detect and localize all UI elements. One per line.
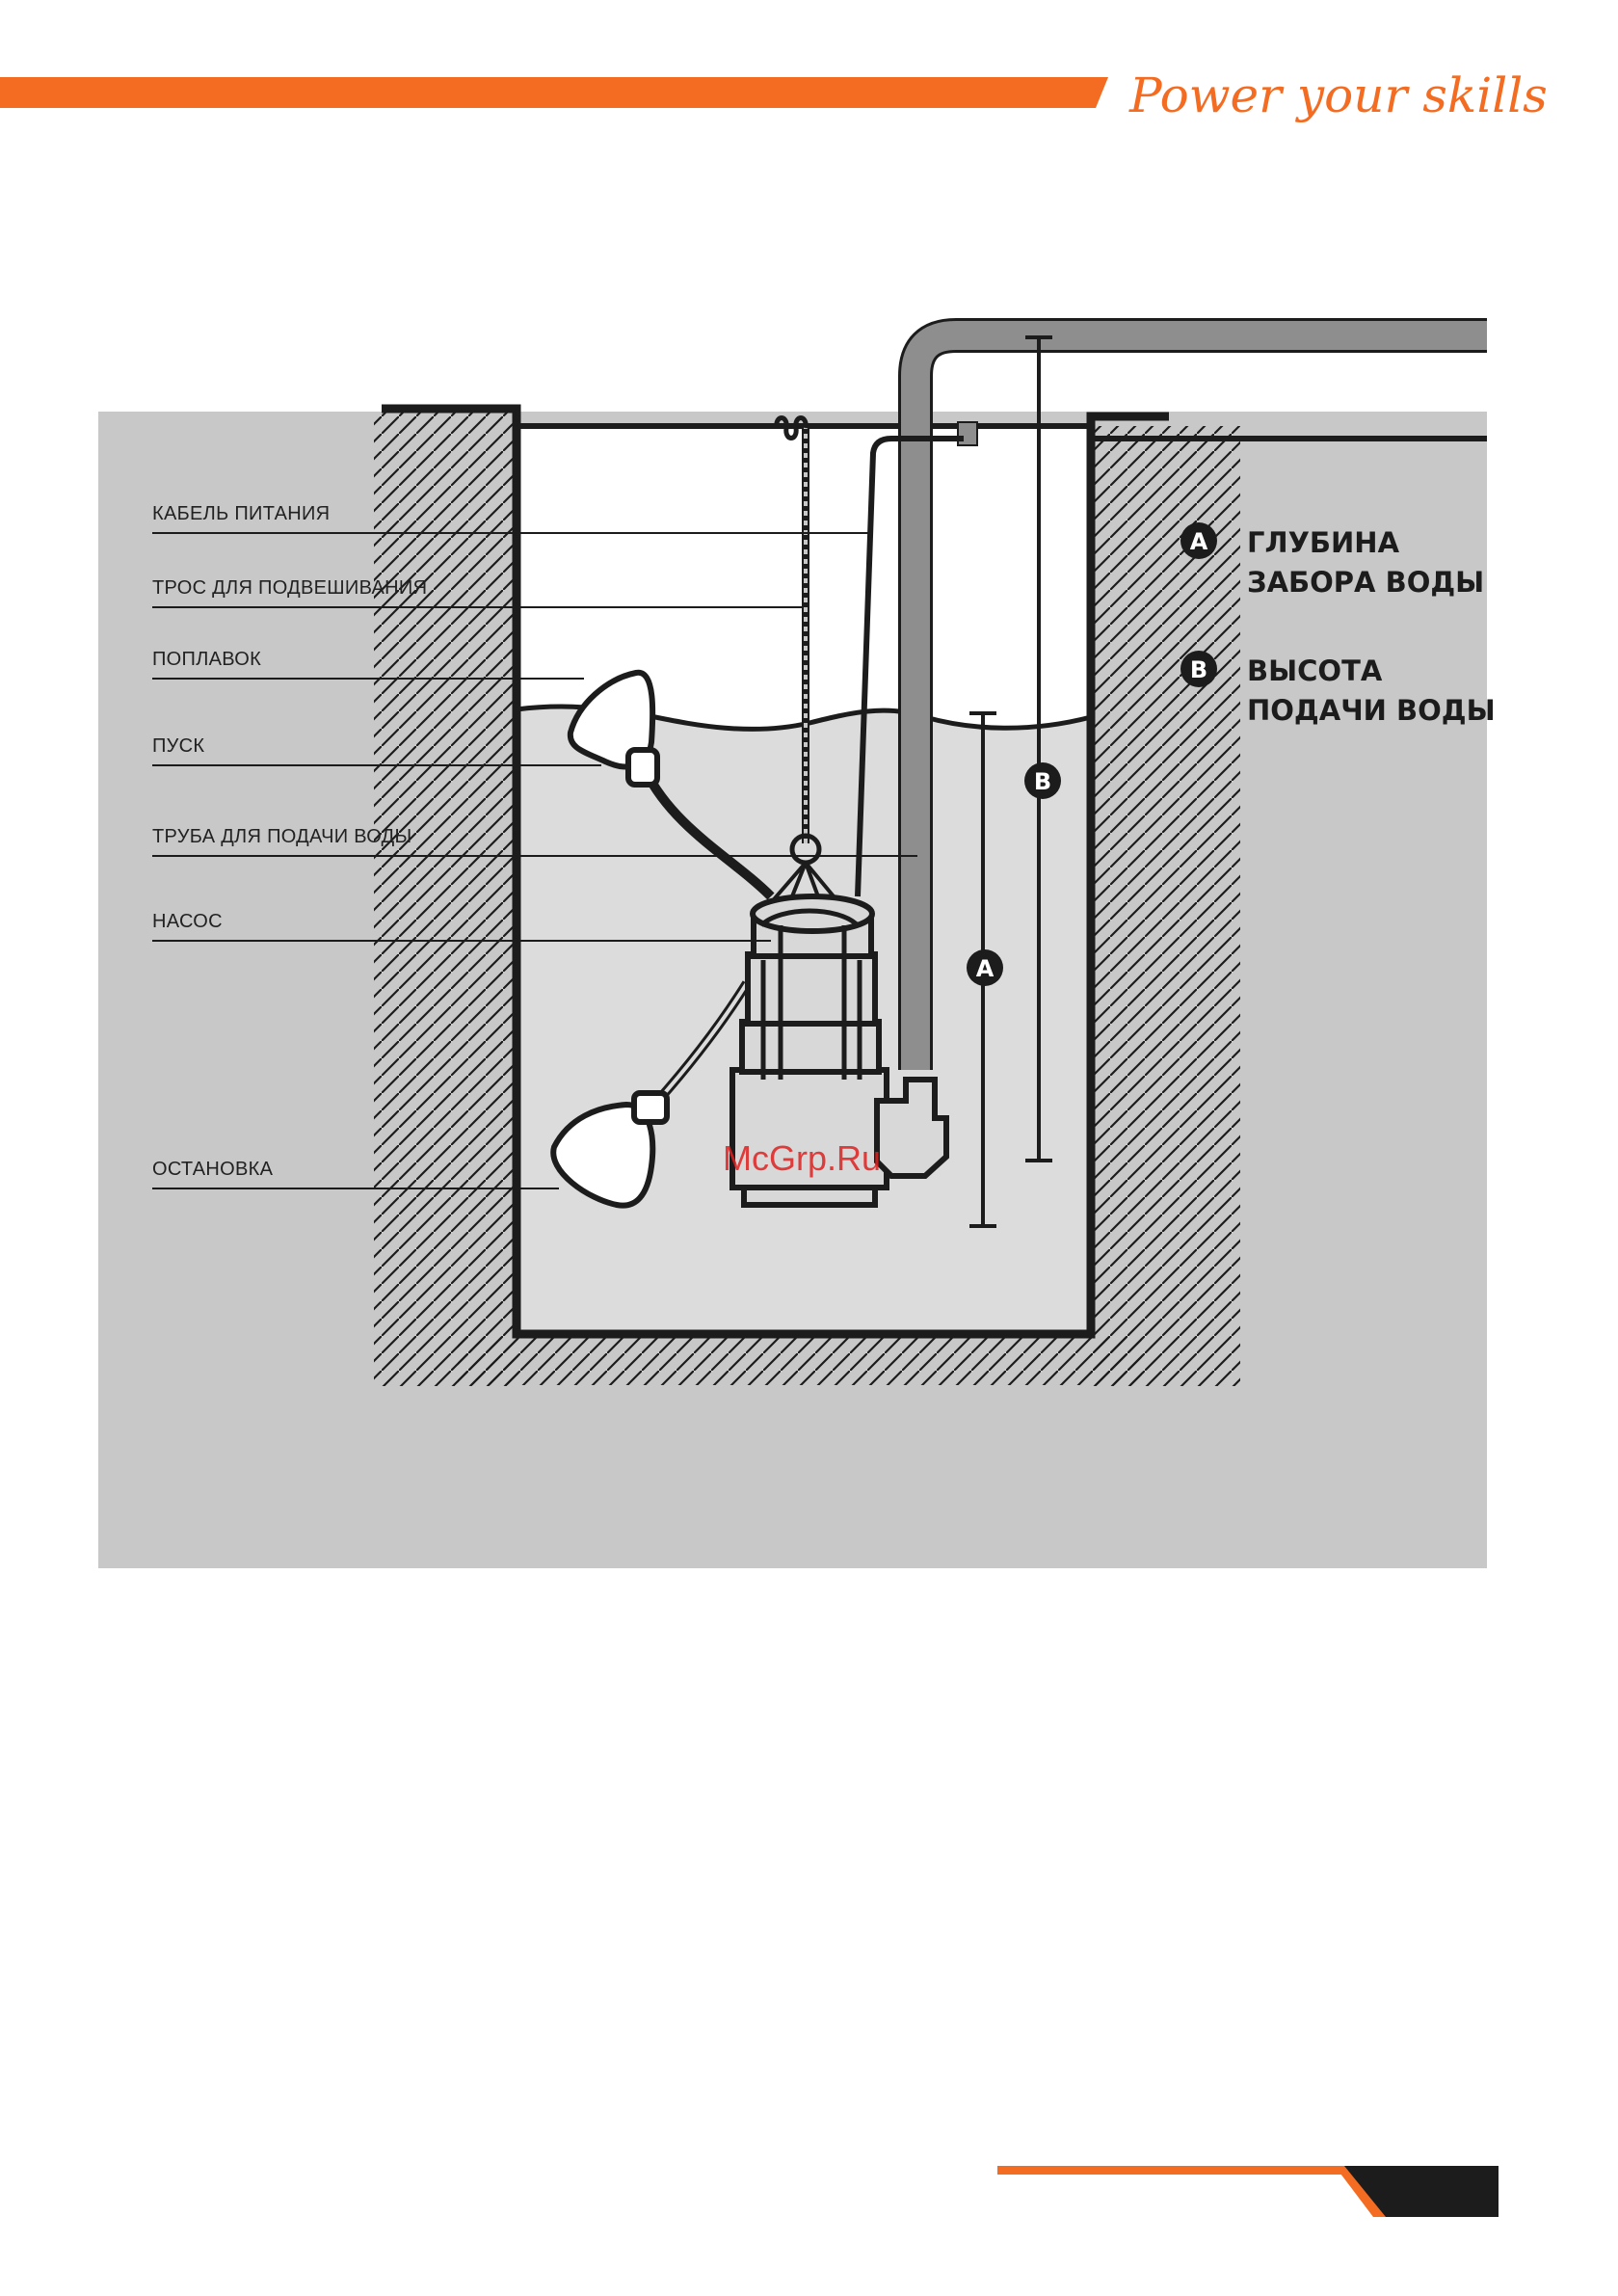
slogan-text: Power your skills bbox=[1129, 67, 1548, 123]
header-orange-band bbox=[0, 77, 1108, 108]
svg-text:B: B bbox=[1189, 656, 1208, 683]
sky-area-left bbox=[98, 320, 493, 412]
label-float: ПОПЛАВОК bbox=[152, 649, 262, 670]
label-pump: НАСОС bbox=[152, 911, 223, 932]
legend-a-line2: ЗАБОРА ВОДЫ bbox=[1247, 566, 1485, 599]
ground-hatch-right bbox=[1091, 426, 1240, 1386]
legend-b-line1: ВЫСОТА bbox=[1247, 654, 1383, 687]
watermark: McGrp.Ru bbox=[723, 1138, 882, 1178]
label-delivery-pipe: ТРУБА ДЛЯ ПОДАЧИ ВОДЫ bbox=[152, 826, 412, 847]
footer-black-block bbox=[1344, 2166, 1499, 2217]
ground-hatch-bottom bbox=[458, 1335, 1142, 1385]
ground-hatch-left bbox=[374, 413, 518, 1386]
svg-text:A: A bbox=[975, 955, 995, 982]
svg-text:B: B bbox=[1033, 768, 1052, 795]
svg-text:A: A bbox=[1189, 528, 1208, 555]
label-power-cable: КАБЕЛЬ ПИТАНИЯ bbox=[152, 503, 331, 524]
legend-b-line2: ПОДАЧИ ВОДЫ bbox=[1247, 694, 1496, 727]
label-start: ПУСК bbox=[152, 735, 205, 757]
pipe-clamp bbox=[958, 422, 977, 445]
legend-a-line1: ГЛУБИНА bbox=[1247, 526, 1400, 559]
label-suspension-rope: ТРОС ДЛЯ ПОДВЕШИВАНИЯ bbox=[152, 577, 428, 599]
label-stop: ОСТАНОВКА bbox=[152, 1159, 274, 1180]
footer-orange-line bbox=[997, 2166, 1344, 2175]
